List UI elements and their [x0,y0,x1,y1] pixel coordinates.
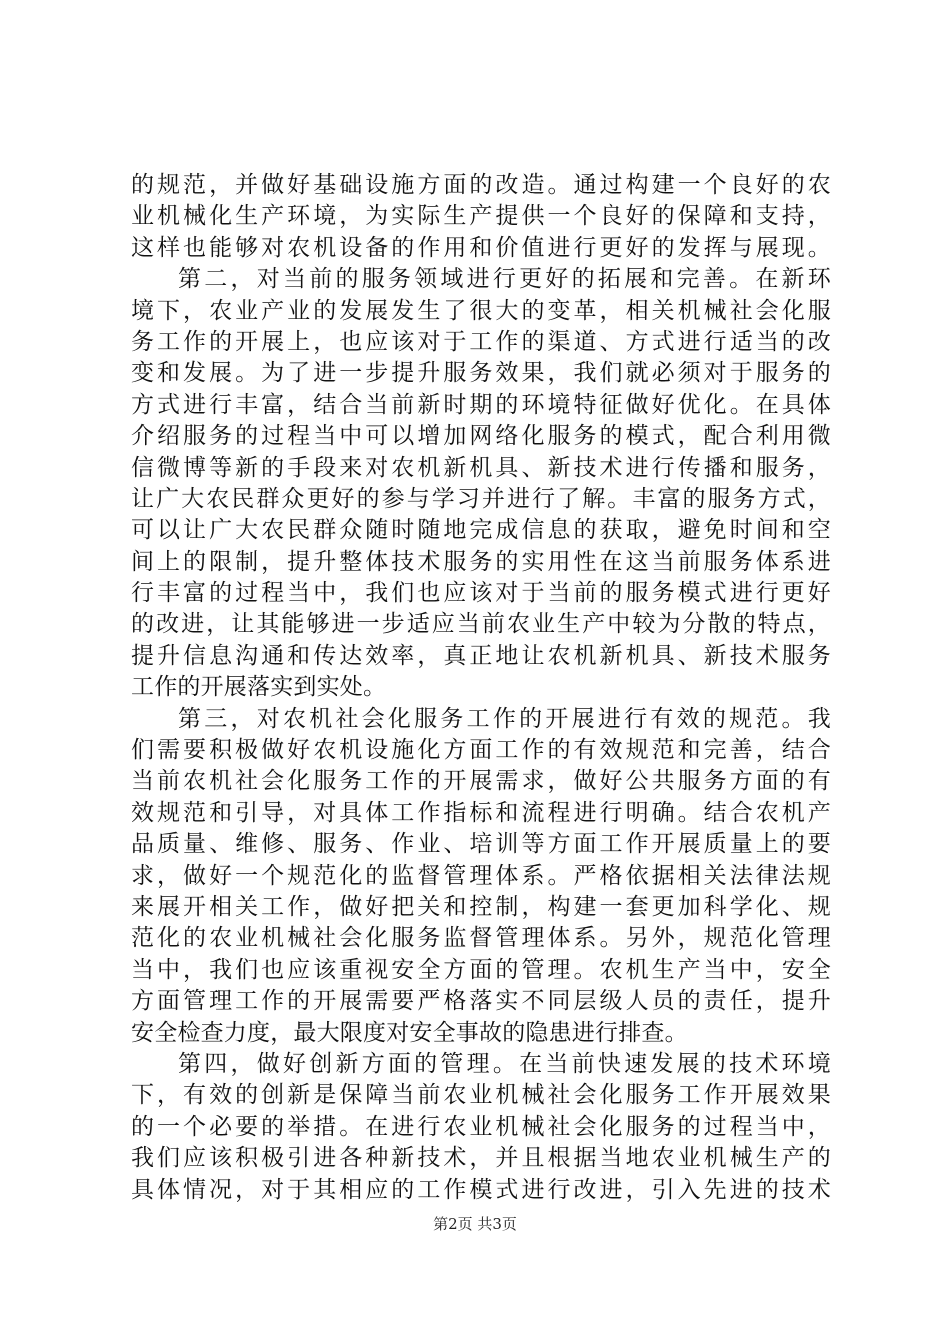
paragraph-end-line: 安全检查力度，最大限度对安全事故的隐患进行排查。 [131,1019,688,1046]
body-line: 境下，农业产业的发展发生了很大的变革，相关机械社会化服 [131,297,831,324]
body-line: 间上的限制，提升整体技术服务的实用性在这当前服务体系进 [131,548,831,575]
body-line: 品质量、维修、服务、作业、培训等方面工作开展质量上的要 [131,831,831,858]
body-line: 介绍服务的过程当中可以增加网络化服务的模式，配合利用微 [131,423,831,450]
body-line: 当前农机社会化服务工作的开展需求，做好公共服务方面的有 [131,768,831,795]
body-line: 的规范，并做好基础设施方面的改造。通过构建一个良好的农 [131,172,831,198]
body-line: 这样也能够对农机设备的作用和价值进行更好的发挥与展现。 [131,234,831,261]
body-line: 行丰富的过程当中，我们也应该对于当前的服务模式进行更好 [131,580,831,607]
body-line: 方式进行丰富，结合当前新时期的环境特征做好优化。在具体 [131,391,831,418]
body-line: 具体情况，对于其相应的工作模式进行改进，引入先进的技术 [131,1176,831,1203]
body-line: 的改进，让其能够进一步适应当前农业生产中较为分散的特点， [131,611,831,638]
body-line: 当中，我们也应该重视安全方面的管理。农机生产当中，安全 [131,956,831,983]
body-line: 让广大农民群众更好的参与学习并进行了解。丰富的服务方式， [131,485,831,512]
body-line: 下，有效的创新是保障当前农业机械社会化服务工作开展效果 [131,1082,831,1109]
body-line: 提升信息沟通和传达效率，真正地让农机新机具、新技术服务 [131,642,831,669]
body-line: 可以让广大农民群众随时随地完成信息的获取，避免时间和空 [131,517,831,544]
paragraph-start-line: 第二，对当前的服务领域进行更好的拓展和完善。在新环 [178,266,831,293]
paragraph-start-line: 第三，对农机社会化服务工作的开展进行有效的规范。我 [178,705,831,732]
body-line: 务工作的开展上，也应该对于工作的渠道、方式进行适当的改 [131,328,831,355]
body-line: 业机械化生产环境，为实际生产提供一个良好的保障和支持， [131,203,831,230]
page-number-footer: 第2页 共3页 [433,1215,517,1233]
paragraph-end-line: 工作的开展落实到实处。 [131,674,387,701]
body-line: 来展开相关工作，做好把关和控制，构建一套更加科学化、规 [131,893,831,920]
body-line: 求，做好一个规范化的监督管理体系。严格依据相关法律法规 [131,862,831,889]
body-line: 效规范和引导，对具体工作指标和流程进行明确。结合农机产 [131,799,831,826]
document-body [131,170,831,1206]
body-line: 方面管理工作的开展需要严格落实不同层级人员的责任，提升 [131,988,831,1015]
paragraph-start-line: 第四，做好创新方面的管理。在当前快速发展的技术环境 [178,1050,831,1077]
body-line: 变和发展。为了进一步提升服务效果，我们就必须对于服务的 [131,360,831,387]
body-line: 们需要积极做好农机设施化方面工作的有效规范和完善，结合 [131,737,831,764]
body-line: 信微博等新的手段来对农机新机具、新技术进行传播和服务， [131,454,831,481]
body-line: 范化的农业机械社会化服务监督管理体系。另外，规范化管理 [131,925,831,952]
body-line: 我们应该积极引进各种新技术，并且根据当地农业机械生产的 [131,1145,831,1172]
body-line: 的一个必要的举措。在进行农业机械社会化服务的过程当中， [131,1113,831,1140]
